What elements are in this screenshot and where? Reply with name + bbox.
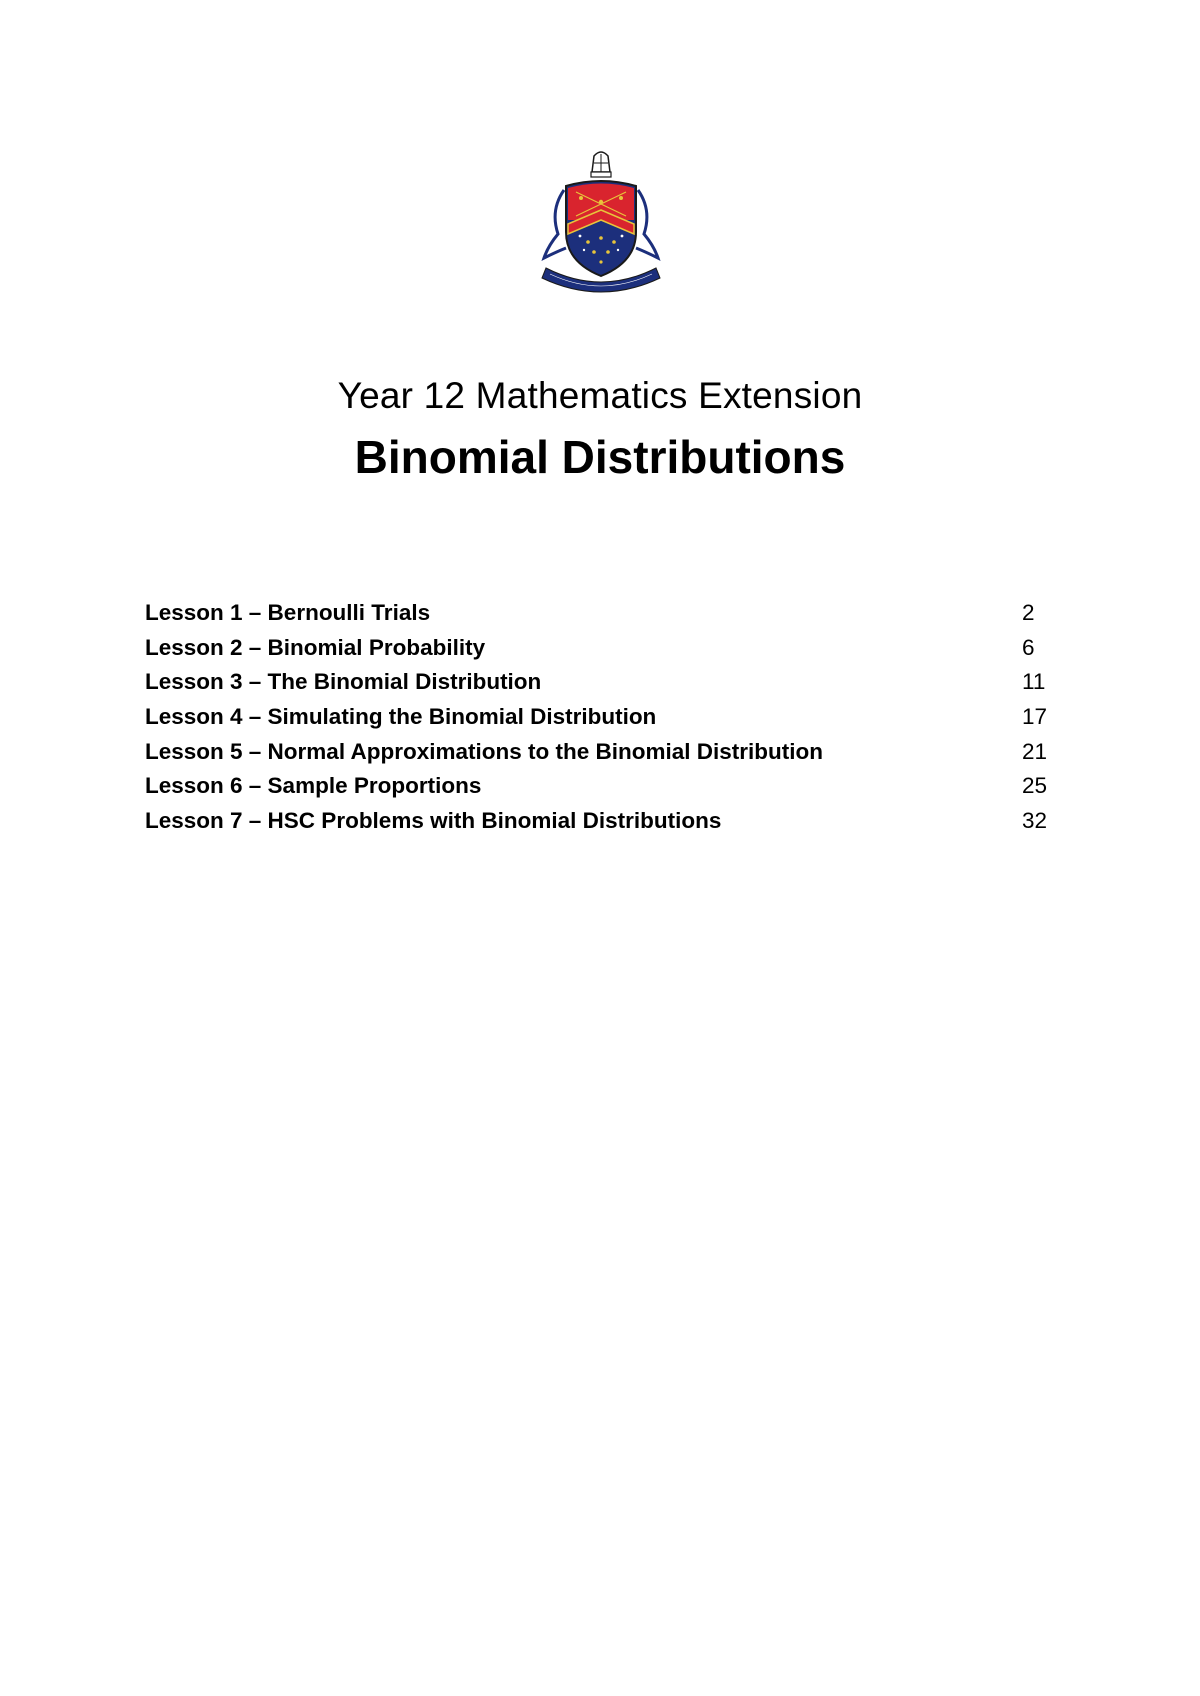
toc-entry [145, 596, 1045, 631]
toc-entry-label: Lesson 2 – Binomial Probability [145, 634, 486, 660]
toc-entry-label: Lesson 6 – Sample Proportions [145, 773, 482, 799]
mitre-icon [591, 152, 611, 177]
toc-entry-label: Lesson 7 – HSC Problems with Binomial Distributions [145, 808, 722, 834]
toc-entry-page: 25 [1022, 773, 1048, 799]
toc-entry [145, 735, 1048, 770]
toc-entry-label: Lesson 1 – Bernoulli Trials [145, 600, 431, 625]
toc-entry-page: 2 [1022, 600, 1035, 625]
table-of-contents [145, 596, 1048, 839]
toc-entry-label: Lesson 5 – Normal Approximations to the Binomial Distribution [145, 738, 823, 764]
school-crest-logo [536, 150, 666, 300]
document-title: Binomial Distributions [354, 431, 846, 483]
toc-entry-label: Lesson 4 – Simulating the Binomial Distribution [145, 704, 657, 730]
toc-entry [145, 631, 1045, 666]
toc-entry-page: 11 [1022, 669, 1046, 695]
toc-entry-page: 21 [1022, 738, 1048, 764]
toc-entry [145, 700, 1048, 735]
shield-icon [566, 181, 636, 276]
toc-entry [145, 665, 1045, 700]
toc-entry-page: 32 [1022, 808, 1048, 834]
toc-entry-page: 17 [1022, 704, 1048, 730]
toc-entry [145, 804, 1048, 839]
toc-entry-label: Lesson 3 – The Binomial Distribution [145, 669, 542, 695]
toc-entry [145, 769, 1048, 804]
document-subtitle: Year 12 Mathematics Extension [337, 375, 863, 416]
toc-entry-page: 6 [1022, 634, 1035, 660]
